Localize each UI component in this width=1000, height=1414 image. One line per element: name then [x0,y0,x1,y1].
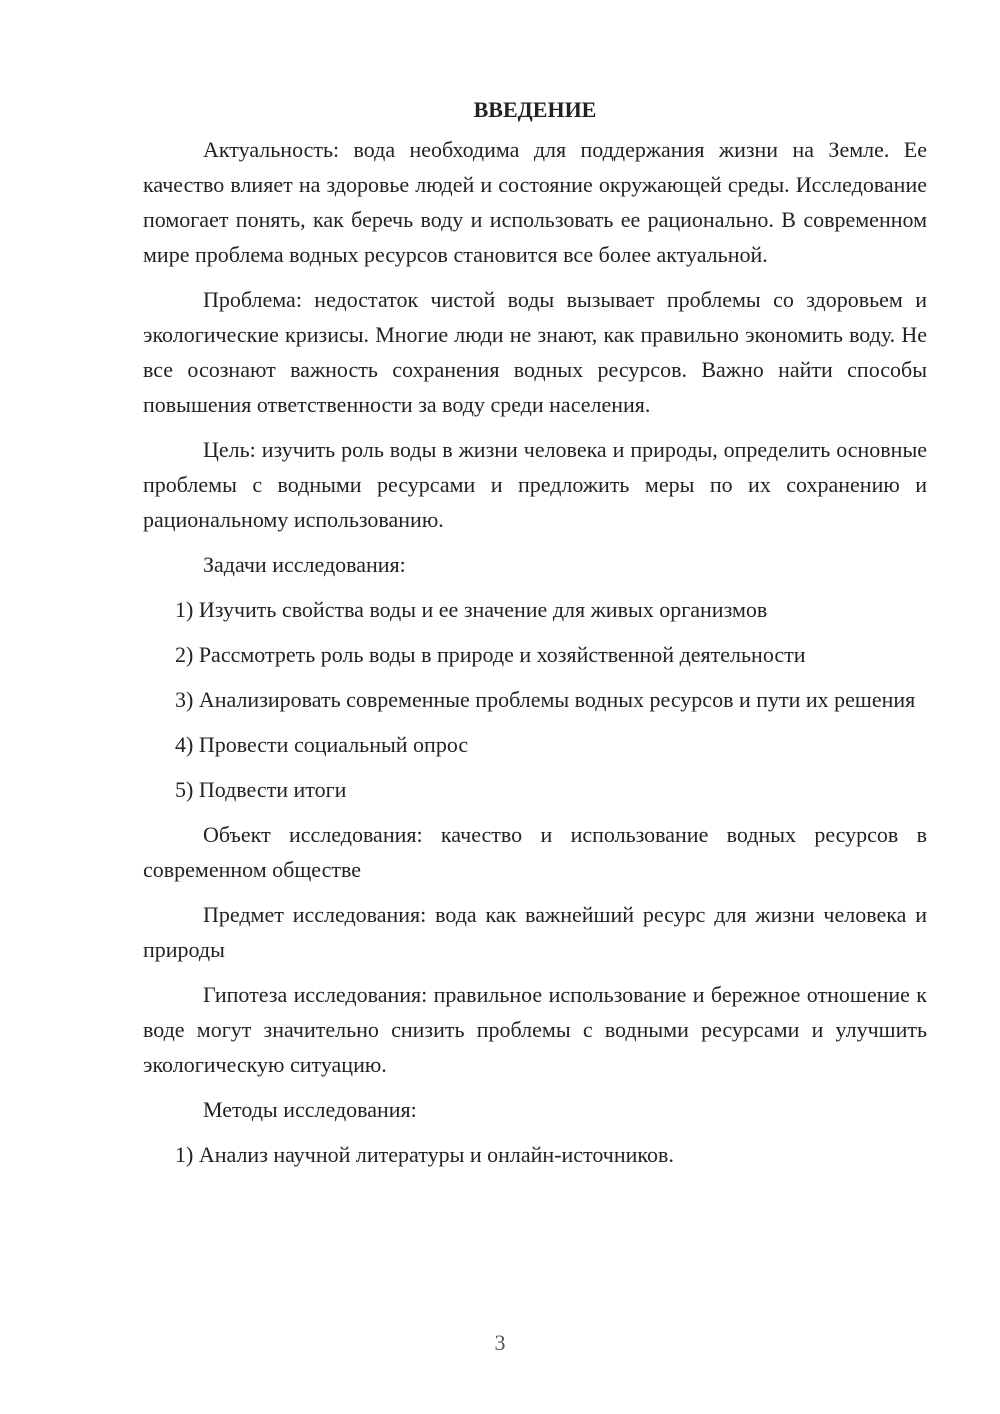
task-item: 3) Анализировать современные проблемы водных ресурсов и пути их решения [175,687,916,712]
method-item: 1) Анализ научной литературы и онлайн-источников. [175,1142,674,1167]
object-paragraph: Объект исследования: качество и использование водных ресурсов в современном обществе [143,822,927,882]
section-heading: ВВЕДЕНИЕ [473,97,597,122]
relevance-paragraph: Актуальность: вода необходима для поддержания жизни на Земле. Ее качество влияет на здоровье людей и состояние окружающей среды. Исследование помогает понять, как беречь воду и использовать ее рационально. В современном мире проблема водных ресурсов становится все более актуальной. [143,137,927,267]
task-item: 1) Изучить свойства воды и ее значение для живых организмов [175,597,768,622]
task-item: 4) Провести социальный опрос [175,732,469,757]
task-item: 2) Рассмотреть роль воды в природе и хозяйственной деятельности [175,642,806,667]
page-number: 3 [494,1330,506,1355]
subject-paragraph: Предмет исследования: вода как важнейший ресурс для жизни человека и природы [143,902,927,962]
goal-paragraph: Цель: изучить роль воды в жизни человека и природы, определить основные проблемы с водными ресурсами и предложить меры по их сохранению и рациональному использованию. [143,437,927,532]
tasks-label: Задачи исследования: [203,552,406,577]
task-item: 5) Подвести итоги [175,777,347,802]
hypothesis-paragraph: Гипотеза исследования: правильное использование и бережное отношение к воде могут значительно снизить проблемы с водными ресурсами и улучшить экологическую ситуацию. [143,982,927,1077]
problem-paragraph: Проблема: недостаток чистой воды вызывает проблемы со здоровьем и экологические кризисы. Многие люди не знают, как правильно экономить воду. Не все осознают важность сохранения водных ресурсов. Важно найти способы повышения ответственности за воду среди населения. [143,287,927,417]
page-content [143,92,927,1182]
methods-label: Методы исследования: [203,1097,417,1122]
